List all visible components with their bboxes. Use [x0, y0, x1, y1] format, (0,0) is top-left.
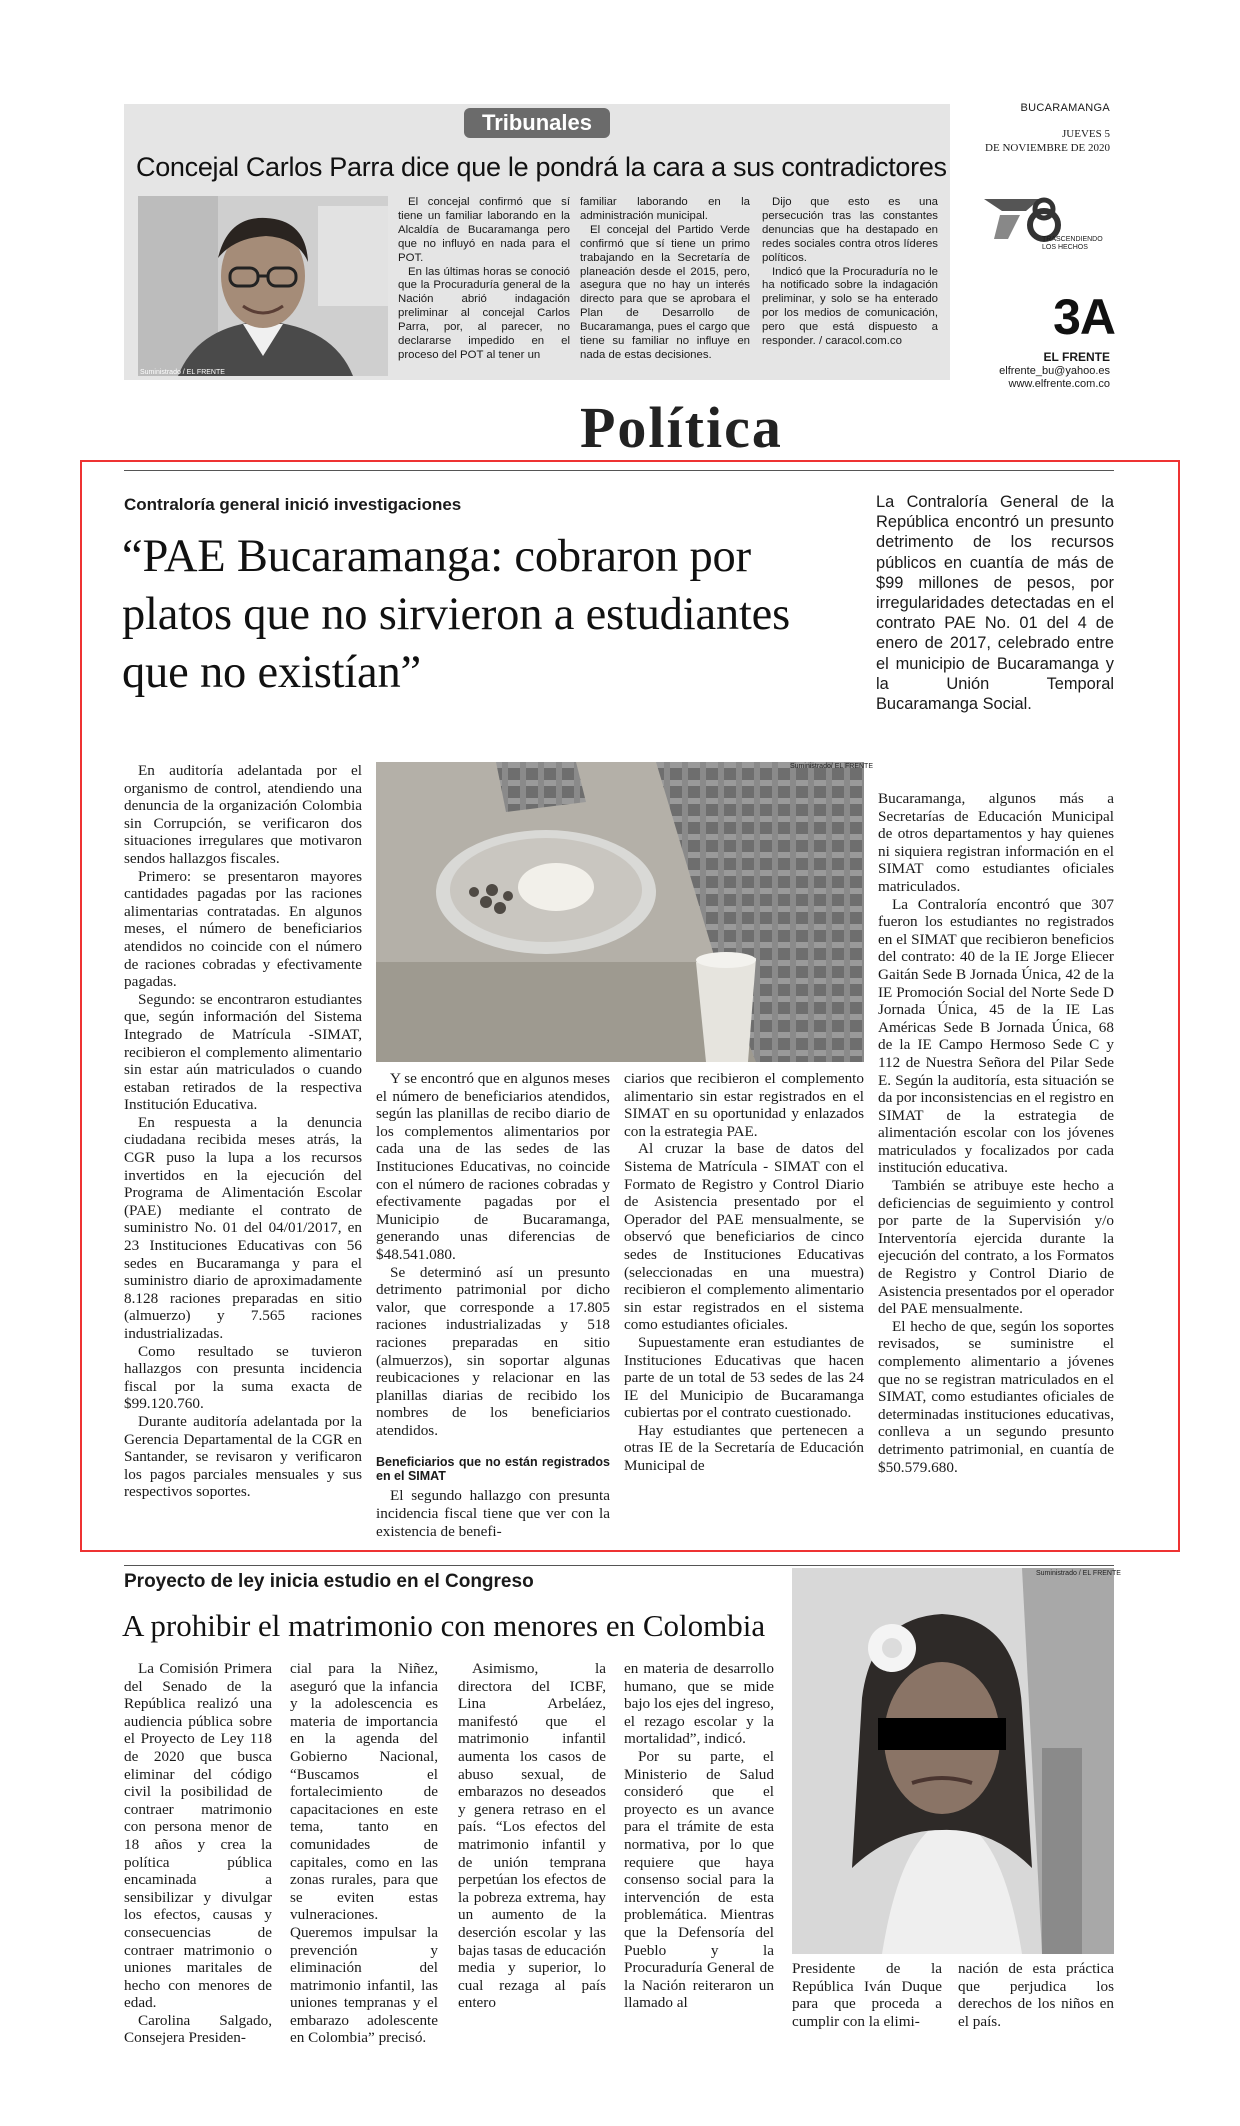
- paragraph: ciarios que recibieron el complemento alimentario sin estar registrados en el SIMAT en su oportunidad y enlazados con la estrategia PAE.: [624, 1070, 864, 1140]
- paragraph: Por su parte, el Ministerio de Salud consideró que el proyecto es un avance para el trámite de esta normativa, por lo que requiere que haya consenso social para la intervención de esta problemática. Mientras que la Defensoría del Pueblo y la Procuraduría General de la Nación reiteraron un llamado al: [624, 1747, 774, 2012]
- paragraph: Y se encontró que en algunos meses el número de beneficiarios atendidos, según las planillas de recibo diario de los complementos alimentarios por cada una de las sedes de las Instituciones Educativas, no coincide con el número de raciones cobradas y efectivamente pagadas por el Municipio de Bucaramanga, generando unas diferencias de $48.541.080.: [376, 1070, 610, 1263]
- paragraph: Durante auditoría adelantada por la Gerencia Departamental de la CGR en Santander, se revisaron y verificaron los pagos parciales mensuales y sus respectivos soportes.: [124, 1412, 362, 1501]
- paragraph: Dijo que esto es una persecución tras las constantes denuncias que ha destapado en redes sociales contra otros líderes políticos.: [762, 196, 938, 264]
- congreso-col-5: [792, 1960, 942, 2030]
- pae-col-1: [124, 762, 362, 1501]
- paragraph: Como resultado se tuvieron hallazgos con presunta incidencia fiscal por la suma exacta de $99.120.760.: [124, 1342, 362, 1413]
- paragraph: El segundo hallazgo con presunta incidencia fiscal tiene que ver con la existencia de benefi-: [376, 1487, 610, 1540]
- paragraph: Segundo: se encontraron estudiantes que, según información del Sistema Integrado de Matrícula -SIMAT, recibieron el complemento alimentario sin estar aún matriculados o cuando estaban retirados de la respectiva Institución Educativa.: [124, 990, 362, 1114]
- paragraph: Carolina Salgado, Consejera Presiden-: [124, 2011, 272, 2047]
- paragraph: Presidente de la República Iván Duque para que proceda a cumplir con la elimi-: [792, 1960, 942, 2030]
- congreso-top-rule: [124, 1565, 1114, 1566]
- paragraph: En respuesta a la denuncia ciudadana recibida meses atrás, la CGR puso la lupa a los recursos invertidos en la ejecución del Programa de Alimentación Escolar (PAE) mediante el contrato de suministro No. 01 del 04/01/2017, en 23 Instituciones Educativas con 56 sedes en Bucaramanga y para el suministro diario de aproximadamente 8.128 raciones preparadas en sitio (almuerzo) y 7.565 raciones industrializadas.: [124, 1113, 362, 1342]
- paragraph: El concejal del Partido Verde confirmó que sí tiene un primo trabajando en la Secretaría de planeación desde el 2015, pero, asegura que no hay un interés directo para que se aprobara el Plan de Desarrollo de Bucaramanga, pues el cargo que tiene su familiar no influye en nada de estas decisiones.: [580, 223, 750, 361]
- masthead-date: DE NOVIEMBRE DE 2020: [985, 142, 1110, 154]
- paragraph: Supuestamente eran estudiantes de Instituciones Educativas que hacen parte de un total de 53 sedes de las 24 IE del Municipio de Bucaramanga cubiertas por el contrato cuestionado.: [624, 1333, 864, 1422]
- congreso-col-1: [124, 1660, 272, 2047]
- paragraph: Se determinó así un presunto detrimento patrimonial por dicho valor, que corresponde a 17.805 raciones industrializadas y 518 raciones preparadas en sitio (almuerzos), sin soportar algunas reubicaciones y relacionar en las planillas diarias de recibido los nombres de los beneficiarios atendidos.: [376, 1263, 610, 1439]
- congreso-photo-credit: Suministrado / EL FRENTE: [1036, 1570, 1121, 1577]
- paragraph: El concejal confirmó que sí tiene un familiar laborando en la Alcaldía de Bucaramanga pero que no influyó en nada para el POT.: [398, 196, 570, 264]
- tribunales-photo-credit: Suministrado / EL FRENTE: [140, 369, 225, 376]
- tribunales-col-3: [762, 196, 938, 349]
- paragraph: Asimismo, la directora del ICBF, Lina Arbeláez, manifestó que el matrimonio infantil aumenta los casos de abuso sexual, de embarazos no deseados y genera retraso en el país. “Los efectos del matrimonio infantil y de unión temprana perpetúan los efectos de la pobreza extrema, hay un aumento de la deserción escolar y las bajas tasas de educación media y superior, lo cual rezaga al país entero: [458, 1660, 607, 2012]
- paragraph: Primero: se presentaron mayores cantidades pagadas por las raciones alimentarias contratadas. En algunos meses, el número de beneficiarios atendidos no coincide con el número de raciones cobradas y efectivamente pagadas.: [124, 867, 362, 991]
- paragraph: También se atribuye este hecho a deficiencias de seguimiento y control por parte de la Supervisión y/o Interventoría ejercida durante la ejecución del contrato, a los Formatos de Registro y Control Diario de Asistencia presentados por el operador del PAE mensualmente.: [878, 1177, 1114, 1318]
- tribunales-section-label: Tribunales: [464, 108, 610, 138]
- pae-col-3: [624, 1070, 864, 1475]
- pae-lead: La Contraloría General de la República encontró un presunto detrimento de los recursos públicos en cuantía de más de $99 millones de pesos, por irregularidades detectadas en el contrato PAE No. 01 del 4 de enero de 2017, celebrado entre el municipio de Bucaramanga y la Unión Temporal Bucaramanga Social.: [876, 493, 1114, 714]
- pae-headline: “PAE Bucaramanga: cobraron por platos que no sirvieron a estudiantes que no existían”: [122, 531, 790, 698]
- paragraph: Indicó que la Procuraduría no le ha notificado sobre la indagación preliminar, y solo se ha enterado por los medios de comunicación, pero que está dispuesto a responder. / caracol.com.co: [762, 265, 938, 348]
- paragraph: nación de esta práctica que perjudica los derechos de los niños en el país.: [958, 1960, 1114, 2030]
- paragraph: familiar laborando en la administración municipal.: [580, 196, 750, 222]
- pae-photo: [376, 762, 864, 1062]
- masthead-day: JUEVES 5: [1062, 128, 1110, 140]
- paragraph: En auditoría adelantada por el organismo de control, atendiendo una denuncia de la organización Colombia sin Corrupción, se verificaron dos situaciones irregulares que motivaron sendos hallazgos fiscales.: [124, 762, 362, 867]
- eye-censor-bar: [878, 1718, 1006, 1750]
- paragraph: La Comisión Primera del Senado de la República realizó una audiencia pública sobre el Proyecto de Ley 118 de 2020 que busca eliminar del código civil la posibilidad de contraer matrimonio con persona menor de 18 años y crea la política pública encaminada a sensibilizar y divulgar los efectos, causas y consecuencias de contraer matrimonio o uniones maritales de hecho con menores de edad.: [124, 1660, 272, 2012]
- paragraph: en materia de desarrollo humano, que se mide bajo los ejes del ingreso, el rezago escolar y la mortalidad”, indicó.: [624, 1660, 774, 1748]
- paragraph: En las últimas horas se conoció que la Procuraduría general de la Nación abrió indagación preliminar al concejal Carlos Parra, por, al parecer, no declararse impedido en el proceso del POT al tener un: [398, 265, 570, 361]
- congreso-col-6: [958, 1960, 1114, 2030]
- congreso-col-3: [458, 1660, 606, 2012]
- paper-website: www.elfrente.com.co: [1008, 378, 1110, 390]
- paper-name: EL FRENTE: [1043, 350, 1110, 364]
- paragraph: cial para la Niñez, aseguró que la infancia y la adolescencia es materia de importancia en la agenda del Gobierno Nacional, “Buscamos el fortalecimiento de capacitaciones en este tema, tanto en comunidades de capitales, como en las zonas rurales, para que se eviten estas vulneraciones. Queremos impulsar la prevención y eliminación del matrimonio infantil, las uniones tempranas y el embarazo adolescente en Colombia” precisó.: [290, 1660, 438, 2047]
- pae-col-2: [376, 1070, 610, 1540]
- tribunales-col-2: [580, 196, 750, 363]
- pae-kicker: Contraloría general inició investigaciones: [124, 495, 462, 514]
- paper-email: elfrente_bu@yahoo.es: [999, 365, 1110, 377]
- congreso-col-2: [290, 1660, 438, 2047]
- congreso-col-4: [624, 1660, 774, 2012]
- congreso-headline: A prohibir el matrimonio con menores en Colombia: [122, 1608, 766, 1643]
- pae-photo-credit: Suministrado/ EL FRENTE: [790, 763, 873, 770]
- paragraph: Hay estudiantes que pertenecen a otras IE de la Secretaría de Educación Municipal de: [624, 1421, 864, 1475]
- pae-top-rule: [124, 470, 1114, 471]
- masthead-city: BUCARAMANGA: [1020, 102, 1110, 114]
- pae-subhead: Beneficiarios que no están registrados en el SIMAT: [376, 1455, 610, 1484]
- page-number: 3A: [1053, 289, 1115, 345]
- paragraph: El hecho de que, según los soportes revisados, se suministre el complemento alimentario a jóvenes que no se registran matriculados en el SIMAT, como estudiantes oficiales de determinadas instituciones educativas, conlleva a un segundo presunto detrimento patrimonial, en cuantía de $50.579.680.: [878, 1317, 1114, 1476]
- congreso-kicker: Proyecto de ley inicia estudio en el Congreso: [124, 1571, 534, 1592]
- paragraph: Al cruzar la base de datos del Sistema de Matrícula - SIMAT con el Formato de Registro y Control Diario de Asistencia presentado por el Operador del PAE mensualmente, se observó que beneficiarios de cinco sedes de Instituciones Educativas (seleccionadas en una muestra) recibieron el complemento alimentario sin estar registrados en el sistema como estudiantes oficiales.: [624, 1140, 864, 1334]
- concejal-photo: [138, 196, 388, 376]
- paragraph: Bucaramanga, algunos más a Secretarías de Educación Municipal de otros departamentos y hay quienes ni siquiera registran información en el SIMAT como estudiantes oficiales matriculados.: [878, 790, 1114, 895]
- tribunales-headline: Concejal Carlos Parra dice que le pondrá la cara a sus contradictores: [136, 152, 947, 182]
- congreso-photo: [792, 1568, 1114, 1954]
- pae-col-4: [878, 790, 1114, 1476]
- tribunales-col-1: [398, 196, 570, 363]
- paragraph: La Contraloría encontró que 307 fueron los estudiantes no registrados en el SIMAT que recibieron beneficios del contrato: 40 de la IE Jorge Eliecer Gaitán Sede B Jornada Única, 42 de la IE Promoción Social del Norte Sede D Jornada Única, 45 de la IE Las Américas Sede B Jornada Única, 68 de la IE Campo Hermoso Sede C y 112 de Nuestra Señora del Pilar Sede E. Según la auditoría, esta situación se da por inconsistencias en el registro en SIMAT de la estrategia de alimentación escolar con los jóvenes matriculados y focalizados por cada institución educativa.: [878, 895, 1114, 1177]
- logo-tagline: TRASCENDIENDO LOS HECHOS: [1042, 236, 1103, 251]
- section-title: Política: [580, 395, 783, 460]
